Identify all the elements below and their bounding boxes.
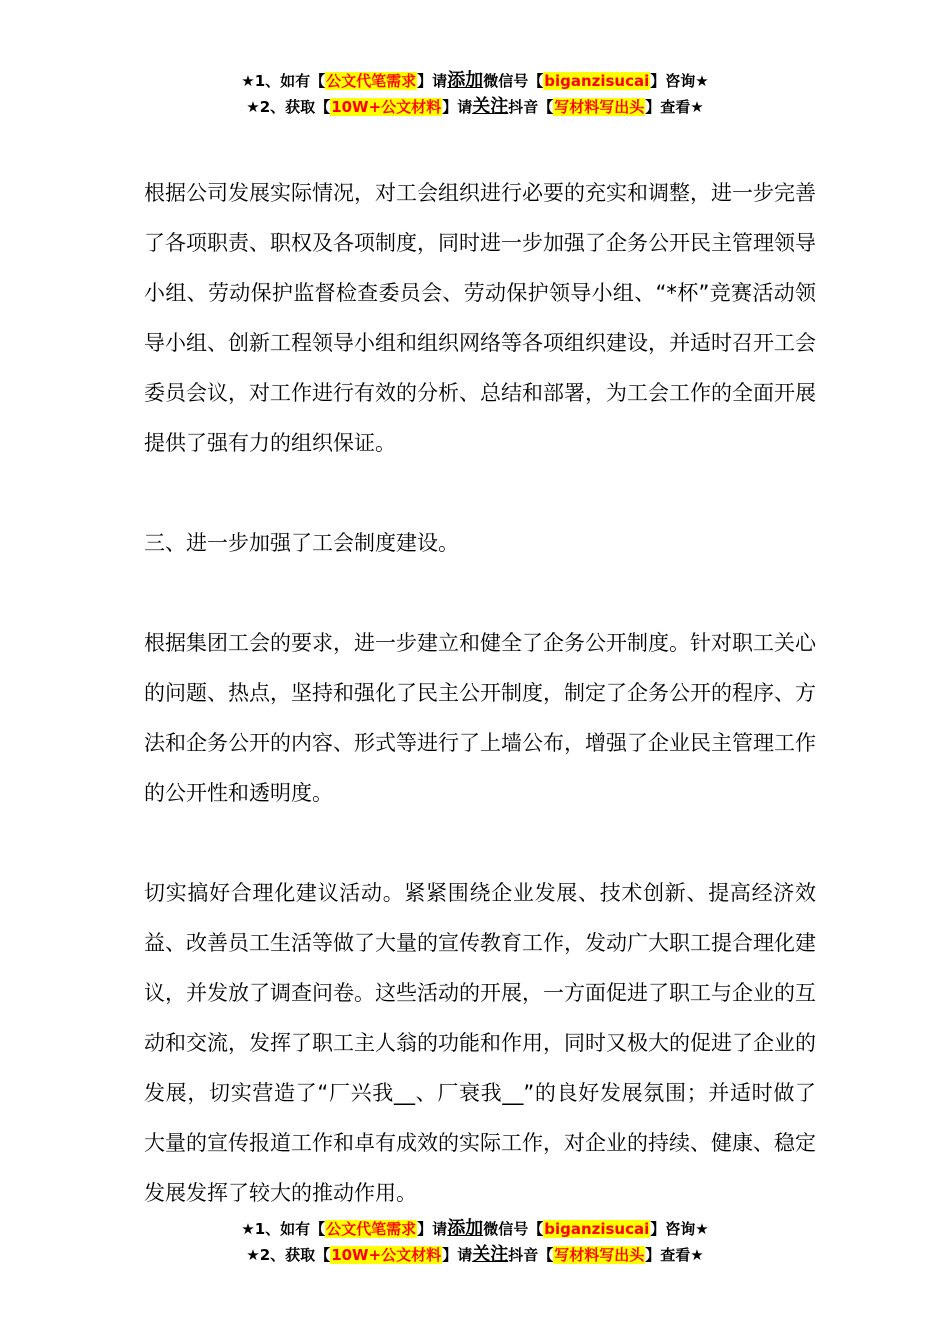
star-icon: ★ <box>241 72 255 90</box>
banner-text: 】咨询 <box>650 1220 696 1238</box>
emphasis-text: 关注 <box>472 1244 509 1265</box>
banner-text: 】咨询 <box>650 72 696 90</box>
star-icon: ★ <box>690 98 704 116</box>
star-icon: ★ <box>241 1220 255 1238</box>
banner-text: 2、获取【 <box>259 1246 331 1264</box>
document-body <box>144 168 816 1218</box>
star-icon: ★ <box>695 1220 709 1238</box>
highlight-douyin-account: 写材料写出头 <box>554 1246 645 1264</box>
banner-text: 】请 <box>442 98 473 116</box>
banner-line-2 <box>0 1242 950 1268</box>
header-banner <box>0 68 950 120</box>
emphasis-text: 添加 <box>447 1218 484 1239</box>
emphasis-text: 关注 <box>472 96 509 117</box>
star-icon: ★ <box>246 1246 260 1264</box>
banner-text: 】查看 <box>645 98 691 116</box>
highlight-douyin-account: 写材料写出头 <box>554 98 645 116</box>
highlight-materials: 10W+公文材料 <box>331 98 442 116</box>
paragraph-openness: 根据集团工会的要求，进一步建立和健全了企务公开制度。针对职工关心的问题、热点，坚持和强化了民主公开制度，制定了企务公开的程序、方法和企务公开的内容、形式等进行了上墙公布，增强了企业民主管理工作的公开性和透明度。 <box>144 631 816 805</box>
banner-text: 微信号【 <box>483 72 544 90</box>
paragraph-suggestions: 切实搞好合理化建议活动。紧紧围绕企业发展、技术创新、提高经济效益、改善员工生活等做了大量的宣传教育工作，发动广大职工提合理化建议，并发放了调查问卷。这些活动的开展，一方面促进了职工与企业的互动和交流，发挥了职工主人翁的功能和作用，同时又极大的促进了企业的发展，切实营造了“厂兴我__、厂衰我__”的良好发展氛围；并适时做了大量的宣传报道工作和卓有成效的实际工作，对企业的持续、健康、稳定发展发挥了较大的推动作用。 <box>144 881 816 1205</box>
banner-text: 】请 <box>417 72 448 90</box>
star-icon: ★ <box>246 98 260 116</box>
banner-text: 1、如有【 <box>254 1220 326 1238</box>
banner-text: 】请 <box>417 1220 448 1238</box>
banner-line-2 <box>0 94 950 120</box>
star-icon: ★ <box>695 72 709 90</box>
banner-text: 微信号【 <box>483 1220 544 1238</box>
banner-text: 1、如有【 <box>254 72 326 90</box>
footer-banner <box>0 1216 950 1268</box>
banner-text: 抖音【 <box>508 98 554 116</box>
highlight-wechat-id: biganzisucai <box>544 1220 650 1238</box>
banner-text: 抖音【 <box>508 1246 554 1264</box>
highlight-service: 公文代笔需求 <box>326 1220 417 1238</box>
highlight-materials: 10W+公文材料 <box>331 1246 442 1264</box>
banner-line-1 <box>0 1216 950 1242</box>
highlight-service: 公文代笔需求 <box>326 72 417 90</box>
banner-text: 】请 <box>442 1246 473 1264</box>
banner-text: 】查看 <box>645 1246 691 1264</box>
section-heading: 三、进一步加强了工会制度建设。 <box>144 531 459 555</box>
paragraph-organization: 根据公司发展实际情况，对工会组织进行必要的充实和调整，进一步完善了各项职责、职权及各项制度，同时进一步加强了企务公开民主管理领导小组、劳动保护监督检查委员会、劳动保护领导小组、“*杯”竞赛活动领导小组、创新工程领导小组和组织网络等各项组织建设，并适时召开工会委员会议，对工作进行有效的分析、总结和部署，为工会工作的全面开展提供了强有力的组织保证。 <box>144 181 816 455</box>
banner-line-1 <box>0 68 950 94</box>
banner-text: 2、获取【 <box>259 98 331 116</box>
emphasis-text: 添加 <box>447 70 484 91</box>
star-icon: ★ <box>690 1246 704 1264</box>
highlight-wechat-id: biganzisucai <box>544 72 650 90</box>
